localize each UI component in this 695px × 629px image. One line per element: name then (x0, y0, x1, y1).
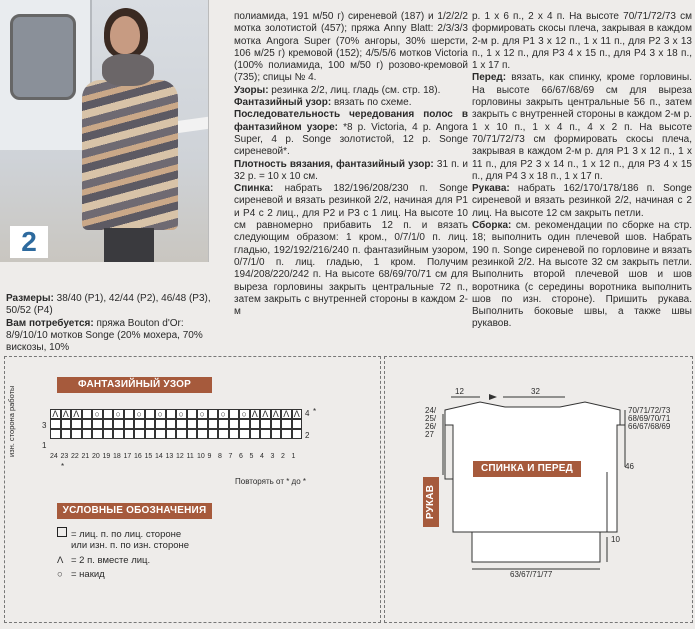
square-icon (57, 527, 67, 537)
chart-cell (197, 419, 208, 429)
chart-panel (4, 356, 381, 623)
column-number: 18 (113, 453, 121, 460)
chart-cell: Λ (250, 409, 261, 419)
column-number: 13 (165, 453, 174, 460)
chart-cell (250, 429, 261, 439)
row-label-4: 4 (305, 409, 310, 418)
chart-cell (92, 429, 103, 439)
chart-cell (134, 419, 145, 429)
fancy-text: вязать по схеме. (331, 97, 412, 109)
chart-cell (92, 419, 103, 429)
chart-cell: ○ (239, 409, 250, 419)
chart-cell (145, 419, 156, 429)
column-number: 8 (218, 453, 222, 460)
chart-cell: ○ (134, 409, 145, 419)
model-face (110, 16, 140, 54)
row-label-1: 1 (42, 441, 47, 450)
chart-cell: Λ (61, 409, 72, 419)
chart-cell: ○ (197, 409, 208, 419)
chart-cell (71, 419, 82, 429)
chart-cell (176, 429, 187, 439)
chart-cell (155, 429, 166, 439)
chart-cell (271, 429, 282, 439)
chart-cell (134, 429, 145, 439)
column-number: 24 (50, 453, 58, 460)
chart-cell (61, 429, 72, 439)
chart-side-label: изн. сторона работы (7, 385, 16, 457)
chart-title: ФАНТАЗИЙНЫЙ УЗОР (57, 377, 212, 393)
chart-cell (82, 409, 93, 419)
chart-cell (292, 429, 303, 439)
chart-cell (113, 429, 124, 439)
chart-cell: ○ (155, 409, 166, 419)
chart-cell: ○ (92, 409, 103, 419)
column-number: 15 (144, 453, 153, 460)
assembly-label: Сборка: (472, 220, 512, 232)
chart-cell (61, 419, 72, 429)
chart-cell (103, 419, 114, 429)
chart-cell (166, 419, 177, 429)
sleeve-title: РУКАВ (423, 477, 439, 527)
column-number: 12 (176, 453, 184, 460)
chart-cell: ○ (113, 409, 124, 419)
column-number: 2 (281, 453, 285, 460)
dim-sleeve-left: 24/ 25/ 26/ 27 (425, 406, 437, 439)
chart-cell (260, 429, 271, 439)
chart-cell (281, 419, 292, 429)
chart-cell (145, 429, 156, 439)
chart-cell (229, 409, 240, 419)
chart-cell (145, 409, 156, 419)
chart-cell (187, 419, 198, 429)
chart-cell (103, 409, 114, 419)
chart-cell (208, 419, 219, 429)
column-number: 19 (102, 453, 111, 460)
repeat-star-left: * (61, 462, 65, 471)
legend-item-k2tog: Λ = 2 п. вместе лиц. (57, 555, 151, 566)
patterns-text: резинка 2/2, лиц. гладь (см. стр. 18). (268, 84, 441, 96)
chart-cell (187, 429, 198, 439)
chart-cell (155, 419, 166, 429)
chart-cell: ○ (218, 409, 229, 419)
column-number: 14 (155, 453, 163, 460)
chart-cell (229, 429, 240, 439)
k2tog-icon: Λ (57, 555, 64, 566)
chart-cell (208, 429, 219, 439)
knitted-tunic (82, 80, 178, 230)
gauge-label: Плотность вязания, фантазийный узор: (234, 158, 434, 170)
back-label: Спинка: (234, 183, 274, 195)
column-number: 5 (249, 453, 254, 460)
front-label: Перед: (472, 72, 507, 84)
sequence-text: *8 p. Victoria, 4 p. Angora Super, 4 p. Songe золотистой, 12 p. Songe сиреневой*. (234, 121, 468, 158)
assembly-text: см. рекомендации по сборке на стр. 18; выполнить один плечевой шов. Набрать 190 п. Songe сиреневой по горловине и вязать резинкой 2/2. На высоте 32 см закрыть петли. Выполнить второй плечевой шов и шов воротника (с середины воротника выполнить шов по изн. стороне). Пришить рукава. Выполнить боковые швы, а также швы рукавов. (472, 220, 692, 330)
materials-continued: полиамида, 191 м/50 г) сиреневой (187) и 1/2/2/2 мотка золотистой (457); пряжа Anny Blatt: 2/3/3/3 мотка Angora Super (70% ангоры, 30% шерсти, 106 м/25 г) кремовой (152); 4/5/5/6 мотков Victoria (100% полиамида, 100 м/50 г) розово-кремовой (735); спицы № 4. (234, 11, 468, 84)
chart-cell: Λ (50, 409, 61, 419)
chart-cell (82, 419, 93, 429)
materials-text: пряжа Bouton d'Or: 8/9/10/10 мотков Songe (20% мохера, 70% вискозы, 10% (6, 317, 203, 354)
chart-cell (197, 429, 208, 439)
airplane-fuselage (0, 0, 92, 150)
chart-cell (281, 429, 292, 439)
schematic-title: СПИНКА И ПЕРЕД (473, 461, 581, 477)
dim-shoulder: 12 (455, 387, 464, 396)
column-number: 23 (60, 453, 69, 460)
repeat-note: Повторять от * до * (235, 477, 306, 486)
chart-cell (124, 429, 135, 439)
column-number: 17 (123, 453, 132, 460)
schematic-panel (384, 356, 693, 623)
sequence-label: Последовательность чередования полос в фантазийном узоре: (234, 109, 468, 133)
chart-cell (103, 429, 114, 439)
dim-width: 63/67/71/77 (510, 570, 553, 579)
sizes-label: Размеры: (6, 293, 54, 304)
chart-cell (250, 419, 261, 429)
legend-item-yo: ○ = накид (57, 569, 105, 580)
model-legs (104, 228, 154, 262)
chart-cell (239, 419, 250, 429)
dim-heights: 70/71/72/73 68/69/70/71 66/67/68/69 (628, 406, 671, 431)
instructions-column-2 (234, 11, 468, 318)
sleeve-label: Рукава: (472, 183, 510, 195)
front-text: вязать, как спинку, кроме горловины. На высоте 66/67/68/69 см для выреза горловины закрыть центральные 56 п., затем закрыть с внутренней стороны в каждом 2-м р. 1 х 10 п., 1 х 4 п., 4 х 2 п. На высоте 70/71/72/73 см формировать скосы плеча, закрывая в каждом 2-м р. для P1 3 х 12 п., 1 х 11 п., для P2 3 х 14 п., 1 х 12 п., для P3 4 х 15 п., для P4 3 х 18 п., 1 х 17 п. (472, 72, 692, 182)
chart-cell (124, 409, 135, 419)
materials-label: Вам потребуется: (6, 317, 94, 329)
tunic-collar (102, 54, 154, 86)
chart-cell (260, 419, 271, 429)
yarn-over-icon: ○ (57, 569, 63, 580)
dim-body-height: 46 (625, 462, 634, 471)
pattern-number: 2 (10, 226, 48, 258)
sizes-text: 38/40 (P1), 42/44 (P2), 46/48 (P3), 50/52 (P4) (6, 293, 211, 317)
column-number: 11 (186, 453, 194, 460)
sleeve-text: набрать 162/170/178/186 п. Songe сиреневой и вязать резинкой 2/2, начиная с 2 лиц. На высоте 12 см закрыть петли. (472, 183, 692, 219)
back-text: набрать 182/196/208/230 п. Songe сиреневой и вязать резинкой 2/2, начиная для P1 и P4 с 2 лиц., для P2 и P3 с 1 лиц. На высоте 10 см равномерно прибавить 12 п. и вязать следующим образом: 1 кром., 0/7/1/0 п. лиц. гладью, 192/192/216/240 п. фантазийным узором, 0/7/1/0 п. лиц. гладью, 1 кром. Получим 194/208/220/242 п. На высоте 68/69/70/71 см для выреза горловины закрыть центральные 72 п., затем закрыть с внутренней стороны в каждом 2-м (234, 183, 468, 318)
column-number: 9 (207, 453, 212, 460)
column-number: 21 (81, 453, 90, 460)
chart-cell (124, 419, 135, 429)
chart-cell (187, 409, 198, 419)
legend-item-purl: или изн. п. по изн. стороне (71, 540, 190, 551)
chart-cell (218, 429, 229, 439)
row-label-3: 3 (42, 421, 47, 430)
chart-cell (208, 409, 219, 419)
back-continued: р. 1 х 6 п., 2 х 4 п. На высоте 70/71/72/73 см формировать скосы плеча, закрывая в каждом 2-м р. для P1 3 х 12 п., 1 х 11 п., для P2 3 х 13 п., 1 х 12 п., для P3 4 х 15 п., для P4 3 х 18 п., 1 х 17 п. (472, 11, 692, 72)
column-number: 3 (270, 453, 275, 460)
chart-cell: Λ (260, 409, 271, 419)
chart-cell (50, 429, 61, 439)
chart-cell (50, 419, 61, 429)
chart-cell (82, 429, 93, 439)
fancy-label: Фантазийный узор: (234, 97, 332, 109)
column-number: 4 (260, 453, 264, 460)
chart-cell (71, 429, 82, 439)
patterns-label: Узоры: (234, 84, 269, 96)
chart-cell: Λ (71, 409, 82, 419)
model-photo (0, 0, 209, 262)
chart-cell: Λ (271, 409, 282, 419)
column-number: 16 (134, 453, 142, 460)
row-label-2: 2 (305, 431, 310, 440)
repeat-star-right: * (313, 407, 317, 416)
chart-cell (271, 419, 282, 429)
instructions-column-3 (472, 11, 692, 331)
airplane-window (10, 14, 76, 100)
legend-title: УСЛОВНЫЕ ОБОЗНАЧЕНИЯ (57, 503, 212, 519)
column-number: 6 (239, 453, 243, 460)
chart-cell (113, 419, 124, 429)
legend-item-knit: = лиц. п. по лиц. стороне (57, 527, 181, 540)
sizes-section (6, 293, 224, 354)
chart-cell (176, 419, 187, 429)
chart-cell (229, 419, 240, 429)
gauge-text: 31 п. и 32 р. = 10 х 10 см. (234, 158, 468, 182)
column-number: 1 (291, 453, 296, 460)
dim-rib-height: 10 (611, 535, 620, 544)
chart-cell (292, 419, 303, 429)
chart-cell (239, 429, 250, 439)
chart-cell (166, 409, 177, 419)
column-number: 22 (71, 453, 79, 460)
chart-cell (166, 429, 177, 439)
column-number: 7 (228, 453, 233, 460)
chart-cell (218, 419, 229, 429)
column-number: 20 (92, 453, 100, 460)
chart-cell: ○ (176, 409, 187, 419)
dim-neck: 32 (531, 387, 540, 396)
column-number: 10 (197, 453, 205, 460)
chart-cell: Λ (292, 409, 303, 419)
chart-cell: Λ (281, 409, 292, 419)
